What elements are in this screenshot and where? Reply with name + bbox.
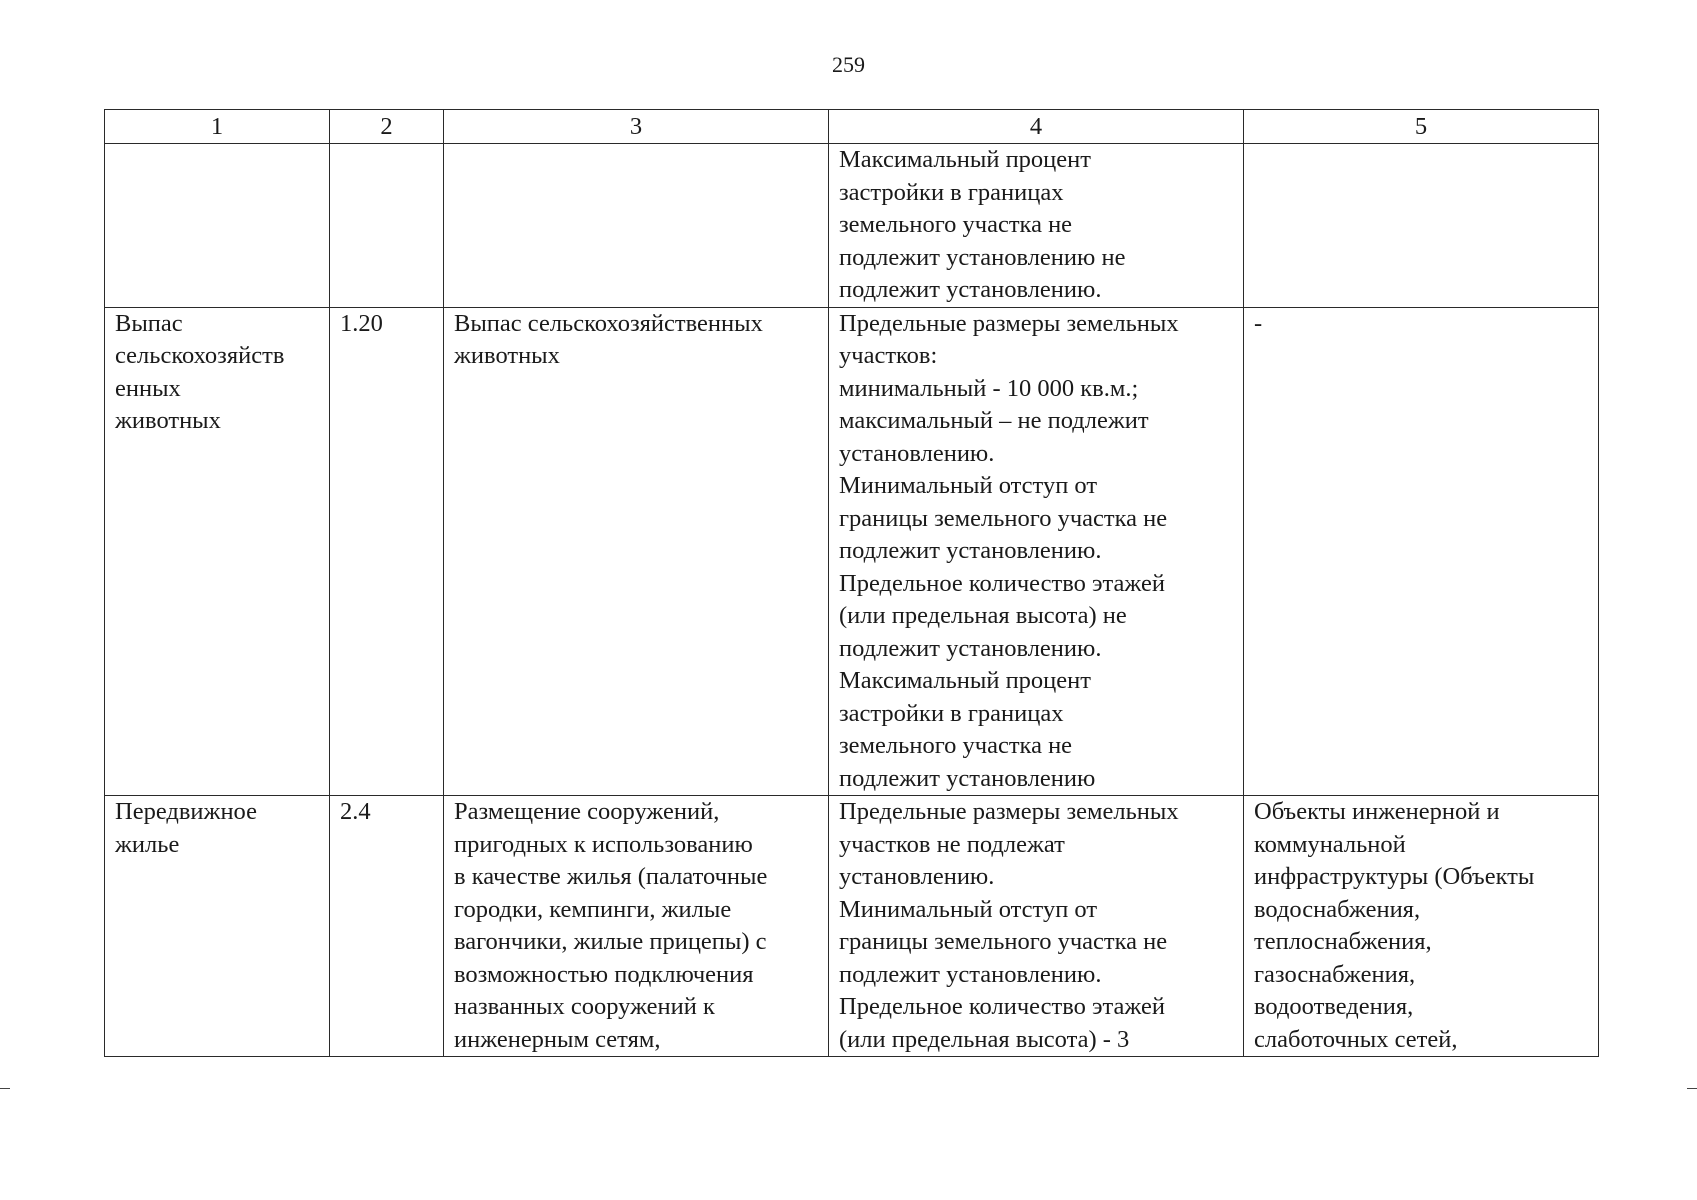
cell-objects (1244, 144, 1599, 308)
header-cell-4: 4 (829, 110, 1244, 144)
cell-parameters: Предельные размеры земельных участков не подлежат установлению. Минимальный отступ от границы земельного участка не подлежит установлению. Предельное количество этажей (или предельная высота) - 3 (829, 796, 1244, 1057)
cell-name: Передвижное жилье (105, 796, 330, 1057)
cell-description: Выпас сельскохозяйственных животных (444, 307, 829, 796)
cell-description: Размещение сооружений, пригодных к использованию в качестве жилья (палаточные городки, кемпинги, жилые вагончики, жилые прицепы) с возможностью подключения названных сооружений к инженерным сетям, (444, 796, 829, 1057)
page-number: 259 (832, 52, 865, 77)
cell-parameters: Максимальный процент застройки в границах земельного участка не подлежит установлению не подлежит установлению. (829, 144, 1244, 308)
table-row (105, 144, 1599, 308)
cell-code: 1.20 (330, 307, 444, 796)
cell-objects: - (1244, 307, 1599, 796)
header-cell-5: 5 (1244, 110, 1599, 144)
cell-name (105, 144, 330, 308)
table-row (105, 307, 1599, 796)
cell-code: 2.4 (330, 796, 444, 1057)
crop-mark-left (0, 1088, 10, 1089)
header-cell-2: 2 (330, 110, 444, 144)
cell-objects: Объекты инженерной и коммунальной инфраструктуры (Объекты водоснабжения, теплоснабжения, газоснабжения, водоотведения, слаботочных сетей, (1244, 796, 1599, 1057)
cell-description (444, 144, 829, 308)
header-cell-3: 3 (444, 110, 829, 144)
table-row (105, 796, 1599, 1057)
table-header-row (105, 110, 1599, 144)
cell-parameters: Предельные размеры земельных участков: минимальный - 10 000 кв.м.; максимальный – не подлежит установлению. Минимальный отступ от границы земельного участка не подлежит установлению. Предельное количество этажей (или предельная высота) не подлежит установлению. Максимальный процент застройки в границах земельного участка не подлежит установлению (829, 307, 1244, 796)
crop-mark-right (1687, 1088, 1697, 1089)
cell-name: Выпас сельскохозяйств енных животных (105, 307, 330, 796)
document-table (104, 109, 1599, 1057)
header-cell-1: 1 (105, 110, 330, 144)
cell-code (330, 144, 444, 308)
